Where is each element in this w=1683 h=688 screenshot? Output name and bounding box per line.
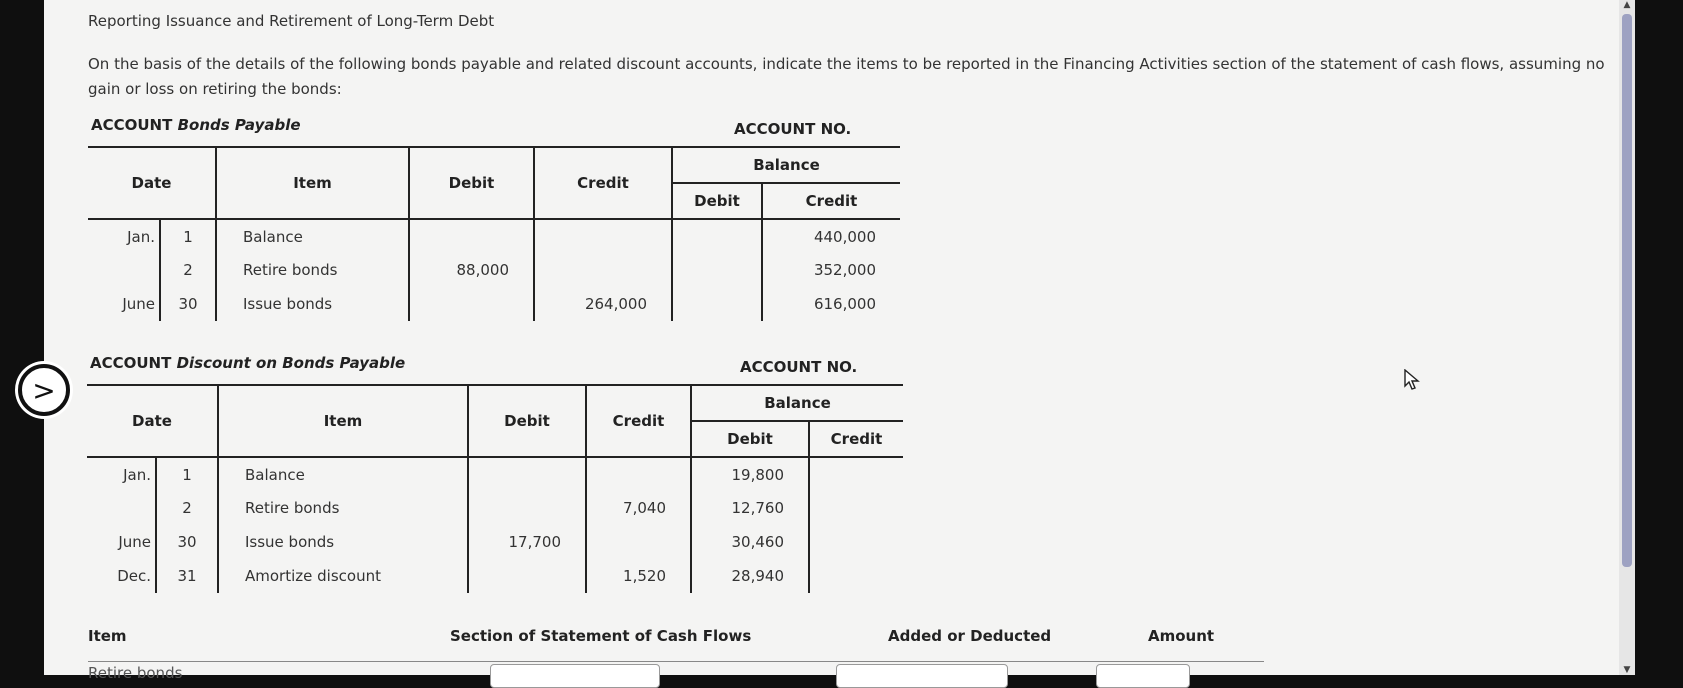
account-name: Bonds Payable bbox=[177, 116, 301, 134]
mouse-cursor-icon bbox=[1404, 369, 1420, 395]
account-prefix: ACCOUNT bbox=[91, 116, 173, 134]
bonds-payable-ledger bbox=[88, 146, 900, 321]
header-credit: Credit bbox=[586, 385, 691, 457]
amount-input[interactable] bbox=[1096, 664, 1190, 688]
header-balance: Balance bbox=[691, 385, 903, 421]
next-chevron-button[interactable] bbox=[18, 364, 70, 416]
instructions: On the basis of the details of the following bonds payable and related discount accounts, indicate the items to be reported in the Financing Activities section of the statement of cash flows, assuming no gain or loss on retiring the bonds: bbox=[88, 55, 1605, 98]
answer-header-section: Section of Statement of Cash Flows bbox=[450, 627, 752, 645]
vertical-scrollbar[interactable] bbox=[1619, 0, 1635, 675]
account-bonds-payable-title bbox=[91, 116, 301, 134]
header-item: Item bbox=[218, 385, 468, 457]
header-item: Item bbox=[216, 147, 409, 219]
scroll-down-icon[interactable]: ▼ bbox=[1623, 665, 1631, 675]
answer-table-header bbox=[88, 627, 1264, 662]
added-deducted-select[interactable] bbox=[836, 664, 1008, 688]
header-date: Date bbox=[87, 385, 218, 457]
header-balance-debit: Debit bbox=[672, 183, 762, 219]
ledger-row: 2 Retire bonds 88,000 352,000 bbox=[88, 253, 900, 287]
header-debit: Debit bbox=[409, 147, 534, 219]
answer-header-item: Item bbox=[88, 627, 127, 645]
ledger-row: 2 Retire bonds 7,040 12,760 bbox=[87, 491, 903, 525]
ledger-row: Jan. 1 Balance 440,000 bbox=[88, 219, 900, 253]
content-frame bbox=[44, 0, 1635, 682]
header-balance: Balance bbox=[672, 147, 900, 183]
answer-row-item: Retire bonds bbox=[88, 664, 183, 682]
answer-header-added: Added or Deducted bbox=[888, 627, 1052, 645]
ledger-row: Dec. 31 Amortize discount 1,520 28,940 bbox=[87, 559, 903, 593]
answer-header-amount: Amount bbox=[1148, 627, 1215, 645]
header-balance-credit: Credit bbox=[762, 183, 900, 219]
page-title: Reporting Issuance and Retirement of Long-Term Debt bbox=[88, 12, 495, 30]
account-discount-title bbox=[90, 354, 405, 372]
header-date: Date bbox=[88, 147, 216, 219]
scrollbar-thumb[interactable] bbox=[1622, 14, 1632, 567]
ledger-row: June 30 Issue bonds 264,000 616,000 bbox=[88, 287, 900, 321]
header-debit: Debit bbox=[468, 385, 586, 457]
account-prefix: ACCOUNT bbox=[90, 354, 172, 372]
header-balance-credit: Credit bbox=[809, 421, 903, 457]
ledger-row: Jan. 1 Balance 19,800 bbox=[87, 457, 903, 491]
scroll-up-icon[interactable]: ▲ bbox=[1623, 0, 1631, 10]
chevron-right-icon: > bbox=[32, 373, 56, 407]
account-no-label: ACCOUNT NO. bbox=[740, 358, 858, 376]
ledger-row: June 30 Issue bonds 17,700 30,460 bbox=[87, 525, 903, 559]
account-name: Discount on Bonds Payable bbox=[176, 354, 406, 372]
header-balance-debit: Debit bbox=[691, 421, 809, 457]
account-no-label: ACCOUNT NO. bbox=[734, 120, 852, 138]
problem-sheet bbox=[44, 0, 1619, 682]
header-credit: Credit bbox=[534, 147, 672, 219]
section-select[interactable] bbox=[490, 664, 660, 688]
discount-ledger bbox=[87, 384, 903, 593]
